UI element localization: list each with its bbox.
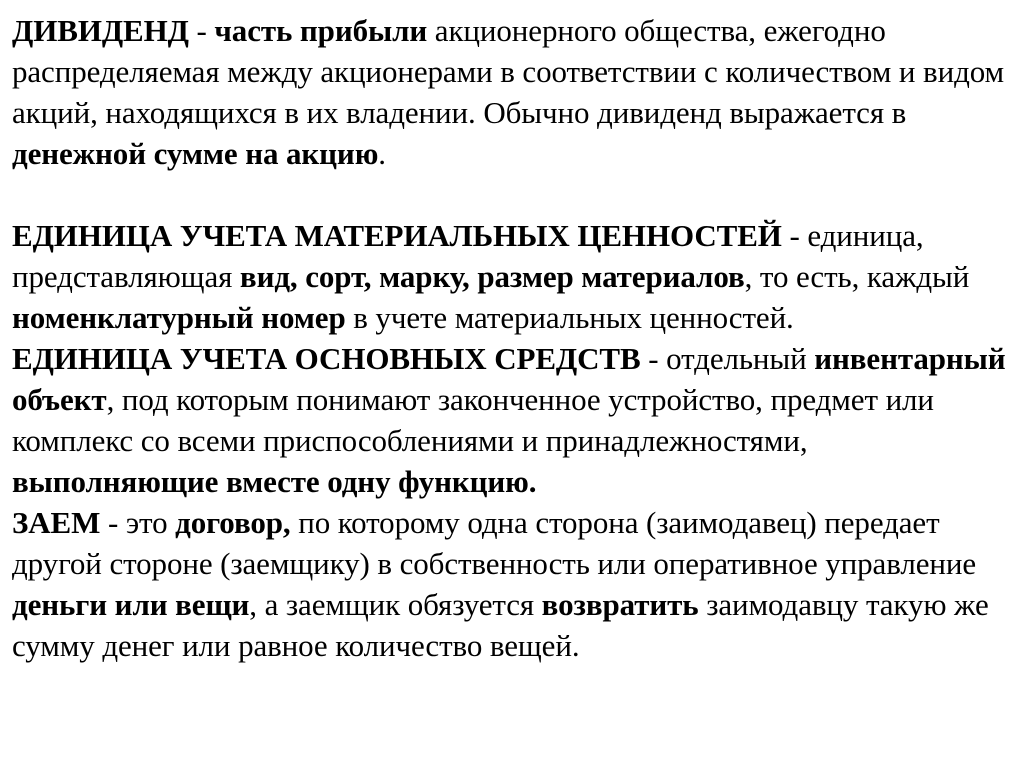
definition-text: - отдельный	[640, 341, 815, 376]
entry-fixed-assets-unit	[12, 338, 1010, 502]
emphasis-text: возвратить	[541, 587, 699, 622]
definition-text: -	[188, 13, 215, 48]
definition-text: , а заемщик обязуется	[249, 587, 542, 622]
entry-dividend	[12, 10, 1010, 174]
term-title: ДИВИДЕНД	[12, 13, 189, 48]
term-title: ЕДИНИЦА УЧЕТА ОСНОВНЫХ СРЕДСТВ	[12, 341, 641, 376]
definition-text: - это	[100, 505, 176, 540]
emphasis-text: номенклатурный номер	[12, 300, 346, 335]
emphasis-text: денежной сумме на акцию	[12, 136, 379, 171]
emphasis-text: договор,	[175, 505, 291, 540]
entry-loan	[12, 502, 1010, 666]
definition-text: , под которым понимают законченное устройство, предмет или комплекс со всеми приспособлениями и принадлежностями,	[12, 382, 934, 458]
emphasis-text: инвентарный объект	[12, 341, 1006, 417]
definition-text: заимодавцу такую же сумму денег или равное количество вещей.	[12, 587, 989, 663]
definition-text: акционерного общества, ежегодно распределяемая между акционерами в соответствии с количеством и видом акций, находящихся в их владении. Обычно дивиденд выражается в	[12, 13, 1005, 130]
definition-text: по которому одна сторона (заимодавец) передает другой стороне (заемщику) в собственность или оперативное управление	[12, 505, 976, 581]
definition-text: - единица, представляющая	[12, 218, 924, 294]
definition-text: в учете материальных ценностей.	[345, 300, 794, 335]
emphasis-text: вид, сорт, марку, размер материалов	[239, 259, 745, 294]
term-title: ЗАЕМ	[12, 505, 101, 540]
definition-text: .	[378, 136, 386, 171]
emphasis-text: деньги или вещи	[12, 587, 250, 622]
term-title: ЕДИНИЦА УЧЕТА МАТЕРИАЛЬНЫХ ЦЕННОСТЕЙ	[12, 218, 782, 253]
entry-material-unit	[12, 215, 1010, 338]
definition-text: , то есть, каждый	[744, 259, 970, 294]
emphasis-text: выполняющие вместе одну функцию.	[12, 464, 537, 499]
emphasis-text: часть прибыли	[214, 13, 428, 48]
